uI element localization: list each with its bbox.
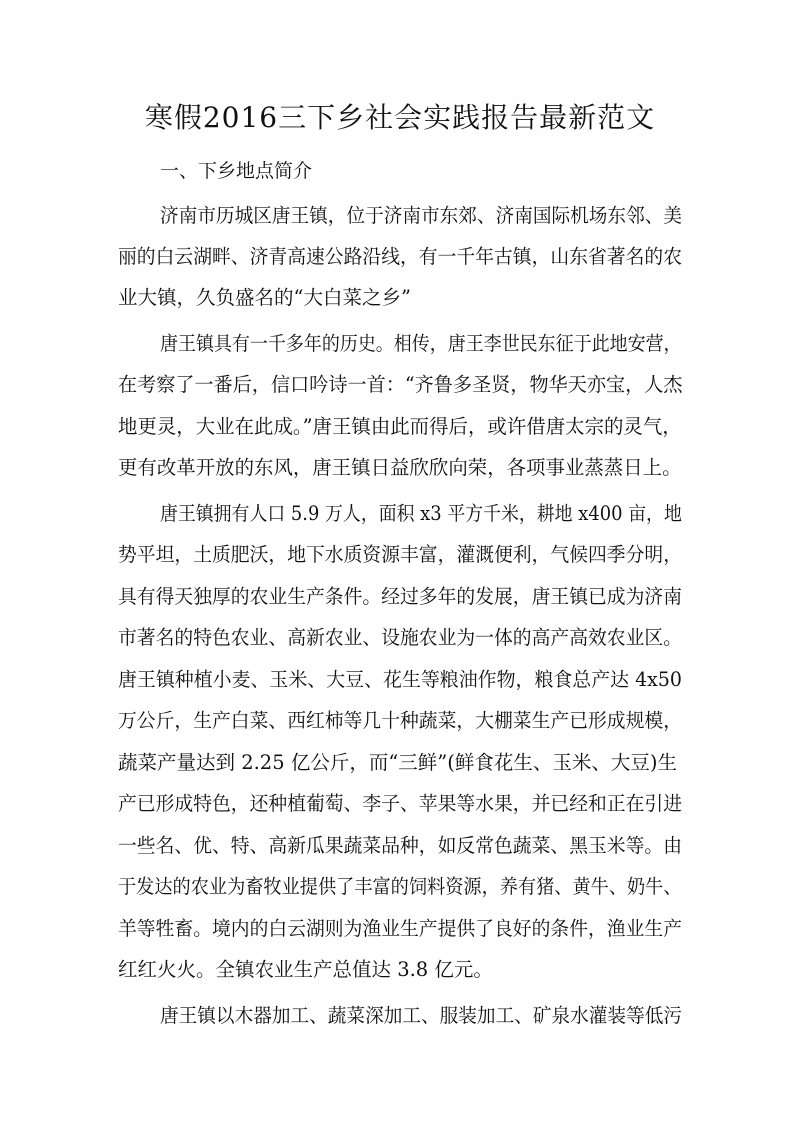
paragraph-line: 地更灵，大业在此成。”唐王镇由此而得后，或许借唐太宗的灵气，	[118, 415, 682, 438]
paragraph-line: 济南市历城区唐王镇，位于济南市东郊、济南国际机场东邻、美	[160, 204, 683, 227]
paragraph-line: 万公斤，生产白菜、西红柿等几十种蔬菜，大棚菜生产已形成规模，	[118, 709, 683, 732]
document-title: 寒假2016三下乡社会实践报告最新范文	[144, 101, 656, 134]
paragraph-line: 唐王镇具有一千多年的历史。相传，唐王李世民东征于此地安营，	[160, 332, 682, 355]
paragraph-line: 在考察了一番后，信口吟诗一首：“齐鲁多圣贤，物华天亦宝，人杰	[118, 373, 683, 396]
paragraph-line: 唐王镇种植小麦、玉米、大豆、花生等粮油作物，粮食总产达 4x50	[118, 668, 682, 691]
paragraph-line: 具有得天独厚的农业生产条件。经过多年的发展，唐王镇已成为济南	[118, 585, 683, 608]
paragraph-line: 唐王镇拥有人口 5.9 万人，面积 x3 平方千米，耕地 x400 亩，地	[160, 502, 682, 525]
paragraph-line: 于发达的农业为畜牧业提供了丰富的饲料资源，养有猪、黄牛、奶牛、	[118, 875, 682, 898]
paragraph-line: 更有改革开放的东风，唐王镇日益欣欣向荣，各项事业蒸蒸日上。	[118, 456, 682, 479]
paragraph-line: 红红火火。全镇农业生产总值达 3.8 亿元。	[118, 958, 493, 981]
section-heading: 一、下乡地点简介	[160, 160, 313, 182]
paragraph-line: 势平坦，土质肥沃，地下水质资源丰富，灌溉便利，气候四季分明，	[118, 543, 683, 566]
paragraph-line: 丽的白云湖畔、济青高速公路沿线，有一千年古镇，山东省著名的农	[118, 245, 683, 268]
paragraph-line: 羊等牲畜。境内的白云湖则为渔业生产提供了良好的条件，渔业生产	[118, 917, 683, 940]
paragraph-line: 唐王镇以木器加工、蔬菜深加工、服装加工、矿泉水灌装等低污	[160, 1004, 683, 1027]
paragraph-line: 一些名、优、特、高新瓜果蔬菜品种，如反常色蔬菜、黑玉米等。由	[118, 834, 683, 857]
paragraph-line: 市著名的特色农业、高新农业、设施农业为一体的高产高效农业区。	[118, 626, 683, 649]
paragraph-line: 产已形成特色，还种植葡萄、李子、苹果等水果，并已经和正在引进	[118, 792, 683, 815]
paragraph-line: 蔬菜产量达到 2.25 亿公斤，而“三鲜”(鲜食花生、玉米、大豆)生	[118, 751, 677, 774]
paragraph-line: 业大镇，久负盛名的“大白菜之乡”	[118, 286, 411, 309]
